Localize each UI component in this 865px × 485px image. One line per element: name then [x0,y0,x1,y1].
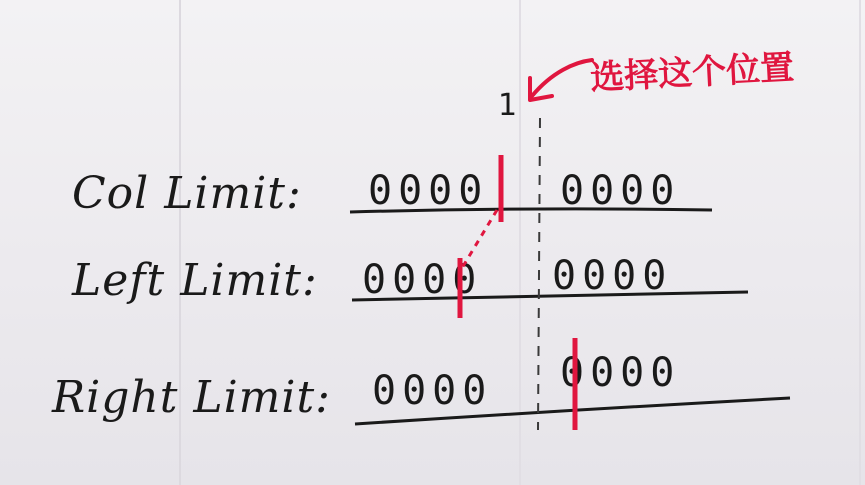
left-limit-left-bits: 0000 [362,257,483,303]
right-limit-label: Right Limit: [52,372,331,423]
right-limit-right-bits: 0000 [560,350,681,396]
annotation-arrow [532,60,592,96]
annotation-text: 选择这个位置 [589,47,796,99]
right-limit-left-bits: 0000 [372,368,493,414]
col-limit-left-bits: 0000 [368,168,489,214]
red-dotted-connector [462,210,497,268]
top-tick: 1 [498,88,518,123]
col-limit-underline [350,209,712,212]
col-limit-label: Col Limit: [72,168,302,219]
divider-dashed-line [538,118,540,430]
left-limit-label: Left Limit: [72,255,318,306]
col-limit-right-bits: 0000 [560,168,681,214]
left-limit-right-bits: 0000 [552,253,673,299]
left-limit-underline [352,292,748,300]
